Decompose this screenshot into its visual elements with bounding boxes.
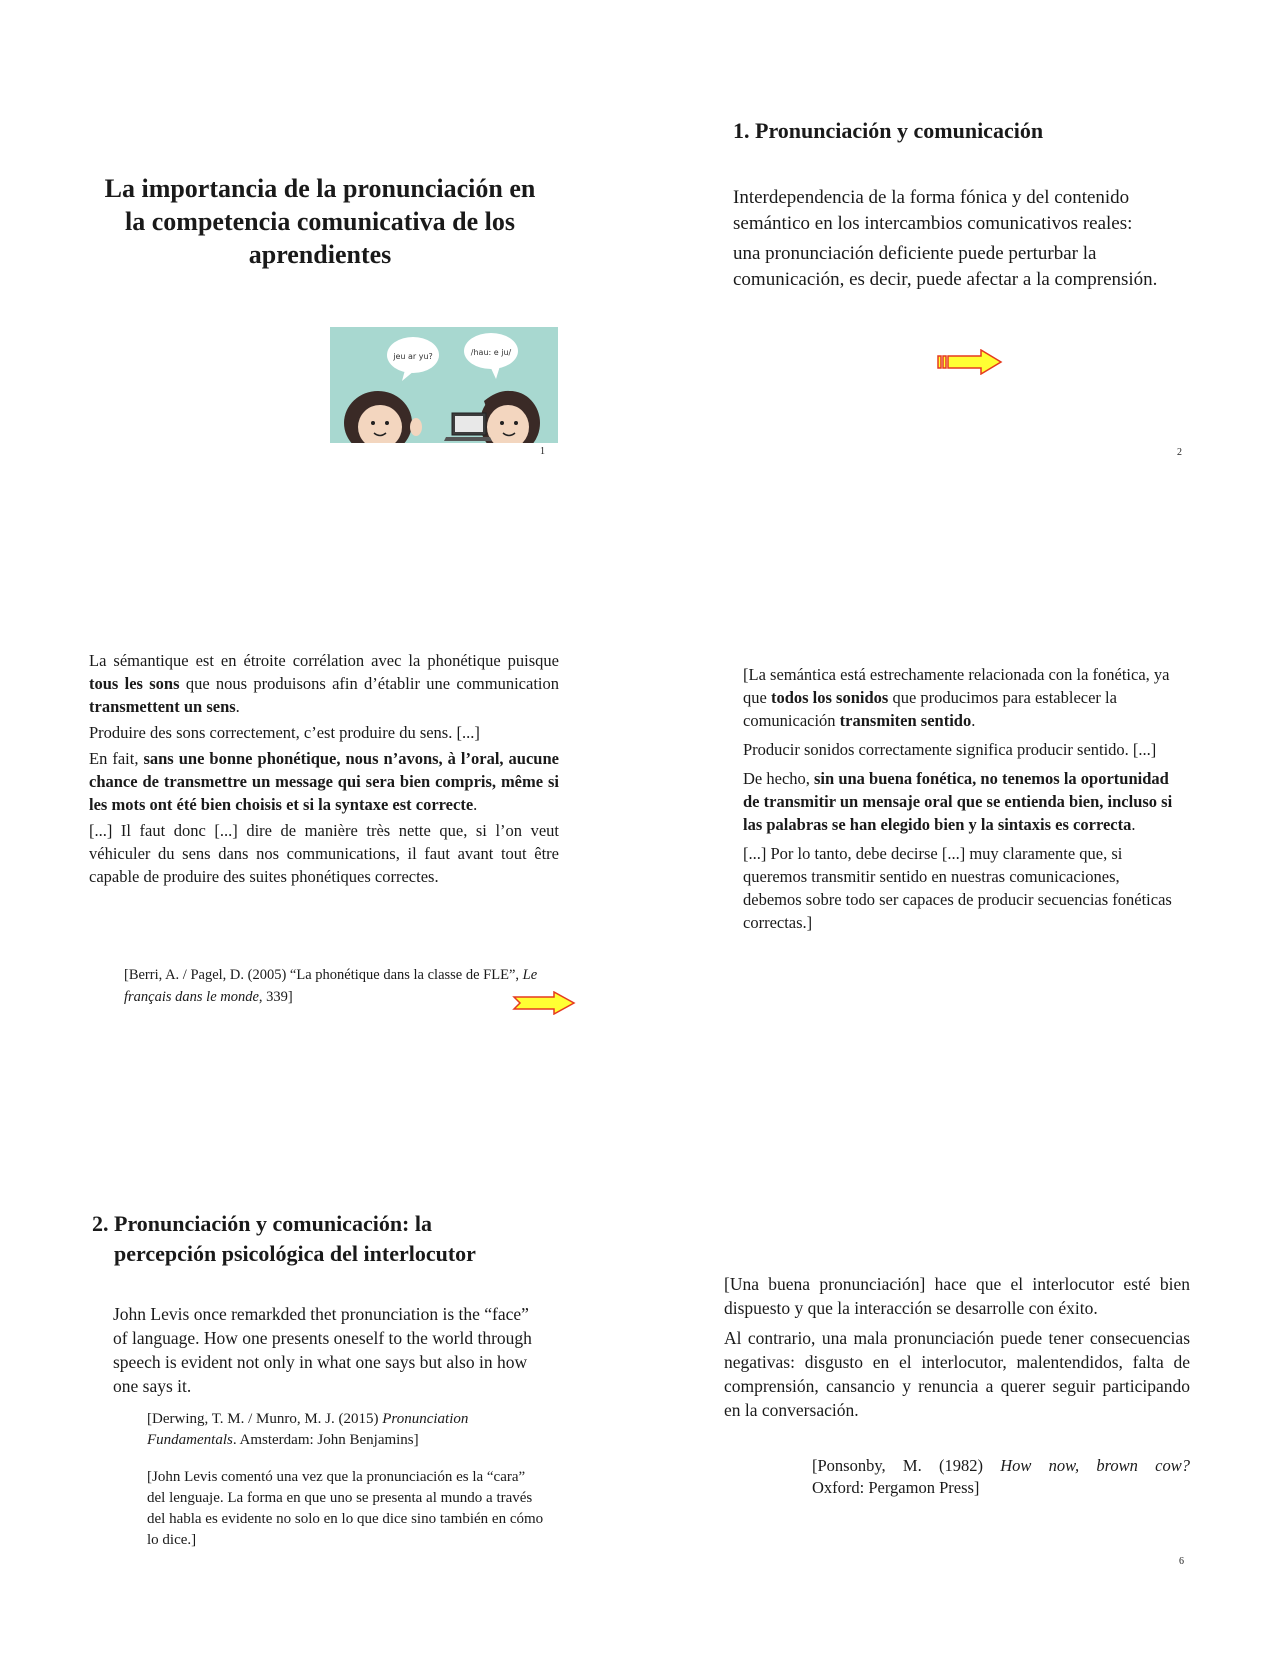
slide3-para4: [...] Il faut donc [...] dire de manière très nette que, si l’on veut véhiculer du sens dans nos communications, il faut avant tout être capable de produire des suites phonétiques correctes.	[89, 821, 559, 886]
slide4-para3: De hecho, sin una buena fonética, no tenemos la oportunidad de transmitir un mensaje oral que se entienda bien, incluso si las palabras se han elegido bien y la sintaxis es correcta.	[743, 769, 1173, 834]
slide4-para1: [La semántica está estrechamente relacionada con la fonética, ya que todos los sonidos que producimos para establecer la comunicación transmiten sentido.	[743, 665, 1170, 730]
speakers-illustration	[330, 327, 558, 443]
slide2-number: 2	[1177, 447, 1182, 458]
slide3-body	[89, 649, 559, 888]
slide1-title: La importancia de la pronunciación en la competencia comunicativa de los aprendientes	[104, 174, 536, 269]
slide6-body	[724, 1272, 1190, 1422]
slide4-para4: [...] Por lo tanto, debe decirse [...] muy claramente que, si queremos transmitir sentido en nuestras comunicaciones, debemos sobre todo ser capaces de producir secuencias fonéticas correctas.]	[743, 844, 1172, 932]
slide5-citation: [Derwing, T. M. / Munro, M. J. (2015) Pronunciation Fundamentals. Amsterdam: John Benjamins]	[147, 1411, 469, 1448]
slide4-para2: Producir sonidos correctamente significa producir sentido. [...]	[743, 740, 1157, 759]
slide3-citation: [Berri, A. / Pagel, D. (2005) “La phonétique dans la classe de FLE”, Le français dans le monde, 339]	[124, 967, 538, 1005]
slide3-para1: La sémantique est en étroite corrélation avec la phonétique puisque tous les sons que nous produisons afin d’établir une communication transmettent un sens.	[89, 651, 559, 716]
slide6-para1: [Una buena pronunciación] hace que el interlocutor esté bien dispuesto y que la interacción se desarrolle con éxito.	[724, 1274, 1190, 1318]
next-arrow-icon[interactable]	[512, 991, 576, 1020]
slide2-para2: una pronunciación deficiente puede perturbar la comunicación, es decir, puede afectar a la comprensión.	[733, 243, 1158, 290]
slide5-heading: 2. Pronunciación y comunicación: la percepción psicológica del interlocutor	[92, 1211, 476, 1266]
slide5-translation: [John Levis comentó una vez que la pronunciación es la “cara” del lenguaje. La forma en que uno se presenta al mundo a través del habla es evidente no solo en lo que dice sino también en cómo lo dice.]	[147, 1469, 544, 1548]
slide3-para3: En fait, sans une bonne phonétique, nous n’avons, à l’oral, aucune chance de transmettre un message qui sera bien compris, même si les mots ont été bien choisis et si la syntaxe est correcte.	[89, 749, 559, 814]
slide2-heading: 1. Pronunciación y comunicación	[733, 118, 1044, 143]
slide4-body	[743, 663, 1173, 934]
bubble-right-text: /hau: e ju/	[470, 348, 512, 357]
slide6-number: 6	[1179, 1556, 1184, 1567]
slide6-para2: Al contrario, una mala pronunciación puede tener consecuencias negativas: disgusto en el interlocutor, malentendidos, falta de comprensión, cansancio y renuncia a querer seguir participando en la conversación.	[724, 1328, 1190, 1420]
slide6-citation: [Ponsonby, M. (1982) How now, brown cow? Oxford: Pergamon Press]	[812, 1456, 1190, 1497]
slide5-para: John Levis once remarkded thet pronunciation is the “face” of language. How one presents oneself to the world through speech is evident not only in what one says but also in how one says it.	[113, 1304, 532, 1396]
slide3-para2: Produire des sons correctement, c’est produire du sens. [...]	[89, 723, 480, 742]
slide2-body	[733, 185, 1193, 293]
next-arrow-icon[interactable]	[937, 349, 1003, 380]
bubble-left-text: jeu ar yu?	[393, 352, 433, 361]
slide2-para1: Interdependencia de la forma fónica y del contenido semántico en los intercambios comunicativos reales:	[733, 187, 1133, 234]
slide1-number: 1	[540, 446, 545, 457]
